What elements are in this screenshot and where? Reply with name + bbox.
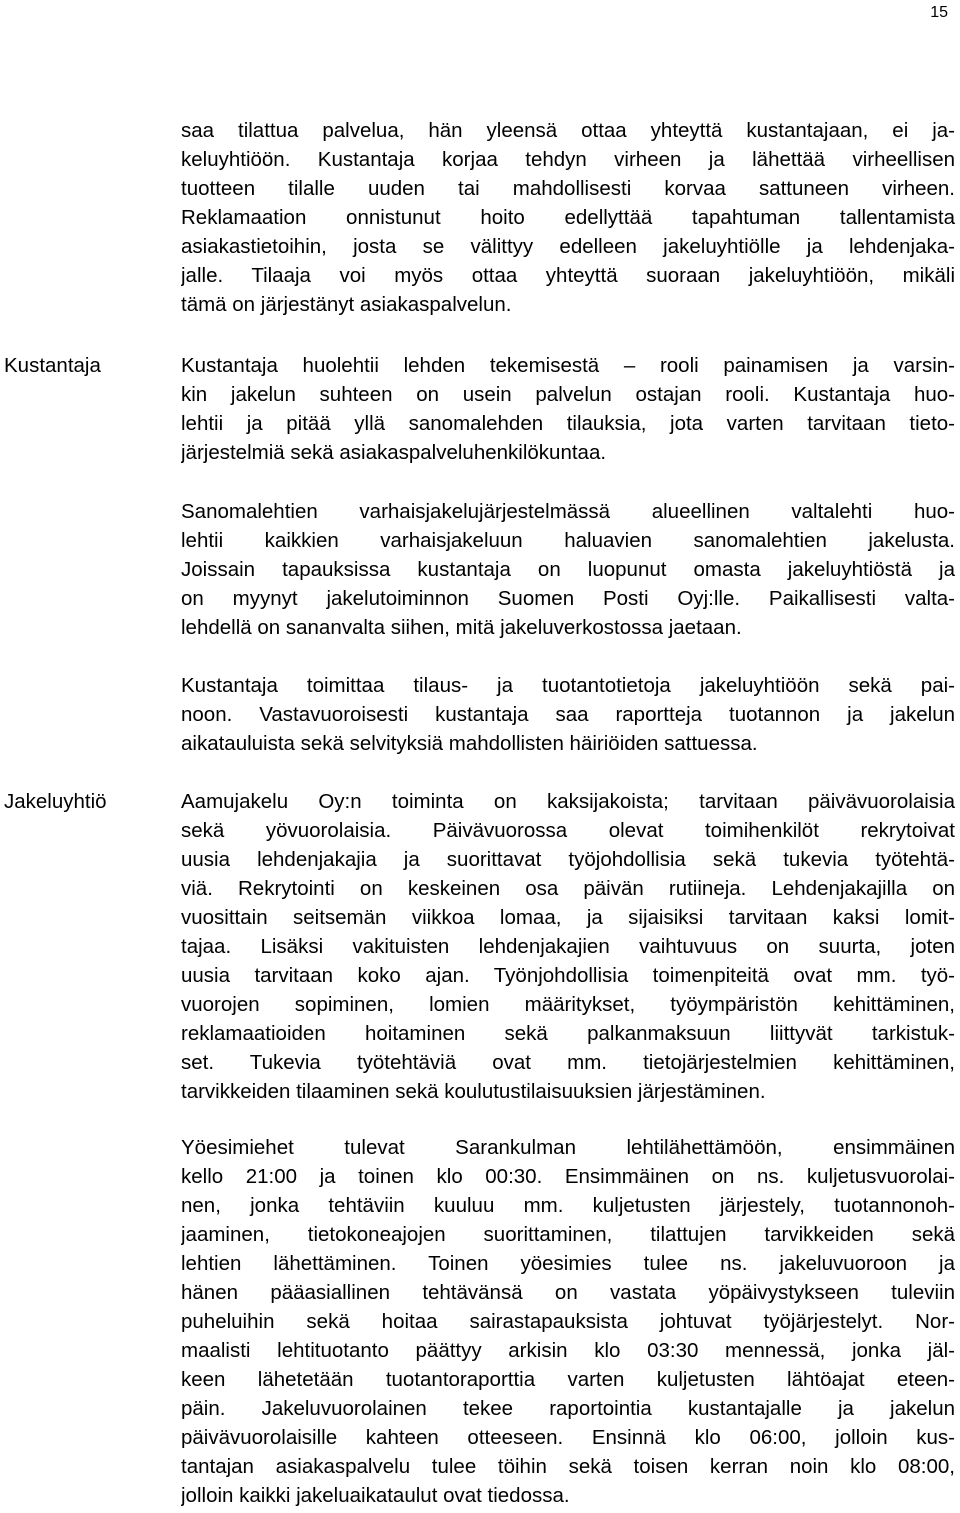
paragraph-line: aikatauluista sekä selvityksiä mahdollisten häiriöiden sattuessa.	[181, 732, 758, 755]
paragraph-line: Joissain tapauksissa kustantaja on luopunut omasta jakeluyhtiöstä ja	[181, 558, 955, 581]
paragraph-line: järjestelmiä sekä asiakaspalveluhenkilökuntaa.	[181, 441, 607, 464]
paragraph-line: jolloin kaikki jakeluaikataulut ovat tiedossa.	[181, 1484, 570, 1507]
paragraph-line: lehtien lähettäminen. Toinen yöesimies tulee ns. jakeluvuoroon ja	[181, 1252, 955, 1275]
paragraph-line: kello 21:00 ja toinen klo 00:30. Ensimmäinen on ns. kuljetusvuorolai-	[181, 1165, 955, 1188]
paragraph-line: Aamujakelu Oy:n toiminta on kaksijakoista; tarvitaan päivävuorolaisia	[181, 790, 955, 813]
paragraph-line: vuorojen sopiminen, lomien määritykset, työympäristön kehittäminen,	[181, 993, 955, 1016]
paragraph-line: set. Tukevia työtehtäviä ovat mm. tietojärjestelmien kehittäminen,	[181, 1051, 955, 1074]
paragraph-line: keen lähetetään tuotantoraporttia varten kuljetusten lähtöajat eteen-	[181, 1368, 955, 1391]
paragraph-line: lehdellä on sananvalta siihen, mitä jakeluverkostossa jaetaan.	[181, 616, 742, 639]
paragraph-line: uusia tarvitaan koko ajan. Työnjohdollisia toimenpiteitä ovat mm. työ-	[181, 964, 955, 987]
paragraph-line: Reklamaation onnistunut hoito edellyttää tapahtuman tallentamista	[181, 206, 955, 229]
side-label-kustantaja: Kustantaja	[4, 354, 101, 377]
paragraph-line: tarvikkeiden tilaaminen sekä koulutustilaisuuksien järjestäminen.	[181, 1080, 766, 1103]
paragraph-line: reklamaatioiden hoitaminen sekä palkanmaksuun liittyvät tarkistuk-	[181, 1022, 955, 1045]
paragraph-reklamaatio	[181, 116, 955, 319]
paragraph-line: tämä on järjestänyt asiakaspalvelun.	[181, 293, 512, 316]
paragraph-line: on myynyt jakelutoiminnon Suomen Posti Oyj:lle. Paikallisesti valta-	[181, 587, 955, 610]
paragraph-line: Sanomalehtien varhaisjakelujärjestelmässä alueellinen valtalehti huo-	[181, 500, 955, 523]
paragraph-yoesimiehet	[181, 1133, 955, 1510]
paragraph-varhaisjakelu	[181, 497, 955, 642]
paragraph-line: jaaminen, tietokoneajojen suorittaminen, tilattujen tarvikkeiden sekä	[181, 1223, 955, 1246]
paragraph-line: tantajan asiakaspalvelu tulee töihin sekä toisen kerran noin klo 08:00,	[181, 1455, 955, 1478]
paragraph-line: puheluihin sekä hoitaa sairastapauksista johtuvat työjärjestelyt. Nor-	[181, 1310, 955, 1333]
page-number: 15	[930, 4, 948, 21]
paragraph-line: vuosittain seitsemän viikkoa lomaa, ja sijaisiksi tarvitaan kaksi lomit-	[181, 906, 955, 929]
paragraph-line: hänen pääasiallinen tehtävänsä on vastata yöpäivystykseen tuleviin	[181, 1281, 955, 1304]
paragraph-line: kin jakelun suhteen on usein palvelun ostajan rooli. Kustantaja huo-	[181, 383, 955, 406]
paragraph-tilaustiedot	[181, 671, 955, 758]
paragraph-line: Kustantaja toimittaa tilaus- ja tuotantotietoja jakeluyhtiöön sekä pai-	[181, 674, 955, 697]
paragraph-line: Kustantaja huolehtii lehden tekemisestä – rooli painamisen ja varsin-	[181, 354, 955, 377]
paragraph-line: noon. Vastavuoroisesti kustantaja saa raportteja tuotannon ja jakelun	[181, 703, 955, 726]
paragraph-line: nen, jonka tehtäviin kuuluu mm. kuljetusten järjestely, tuotannonoh-	[181, 1194, 955, 1217]
paragraph-aamujakelu	[181, 787, 955, 1106]
paragraph-line: lehtii ja pitää yllä sanomalehden tilauksia, jota varten tarvitaan tieto-	[181, 412, 955, 435]
paragraph-line: tuotteen tilalle uuden tai mahdollisesti korvaa sattuneen virheen.	[181, 177, 955, 200]
paragraph-line: maalisti lehtituotanto päättyy arkisin klo 03:30 mennessä, jonka jäl-	[181, 1339, 955, 1362]
paragraph-line: viä. Rekrytointi on keskeinen osa päivän rutiineja. Lehdenjakajilla on	[181, 877, 955, 900]
paragraph-line: asiakastietoihin, josta se välittyy edelleen jakeluyhtiölle ja lehdenjaka-	[181, 235, 955, 258]
paragraph-kustantaja-rooli	[181, 351, 955, 467]
paragraph-line: sekä yövuorolaisia. Päivävuorossa olevat toimihenkilöt rekrytoivat	[181, 819, 955, 842]
paragraph-line: keluyhtiöön. Kustantaja korjaa tehdyn virheen ja lähettää virheellisen	[181, 148, 955, 171]
paragraph-line: lehtii kaikkien varhaisjakeluun haluavien sanomalehtien jakelusta.	[181, 529, 955, 552]
paragraph-line: Yöesimiehet tulevat Sarankulman lehtilähettämöön, ensimmäinen	[181, 1136, 955, 1159]
side-label-jakeluyhtio: Jakeluyhtiö	[4, 790, 107, 813]
paragraph-line: päin. Jakeluvuorolainen tekee raportointia kustantajalle ja jakelun	[181, 1397, 955, 1420]
paragraph-line: jalle. Tilaaja voi myös ottaa yhteyttä suoraan jakeluyhtiöön, mikäli	[181, 264, 955, 287]
paragraph-line: uusia lehdenjakajia ja suorittavat työjohdollisia sekä tukevia työtehtä-	[181, 848, 955, 871]
paragraph-line: päivävuorolaisille kahteen otteeseen. Ensinnä klo 06:00, jolloin kus-	[181, 1426, 955, 1449]
paragraph-line: saa tilattua palvelua, hän yleensä ottaa yhteyttä kustantajaan, ei ja-	[181, 119, 955, 142]
paragraph-line: tajaa. Lisäksi vakituisten lehdenjakajien vaihtuvuus on suurta, joten	[181, 935, 955, 958]
